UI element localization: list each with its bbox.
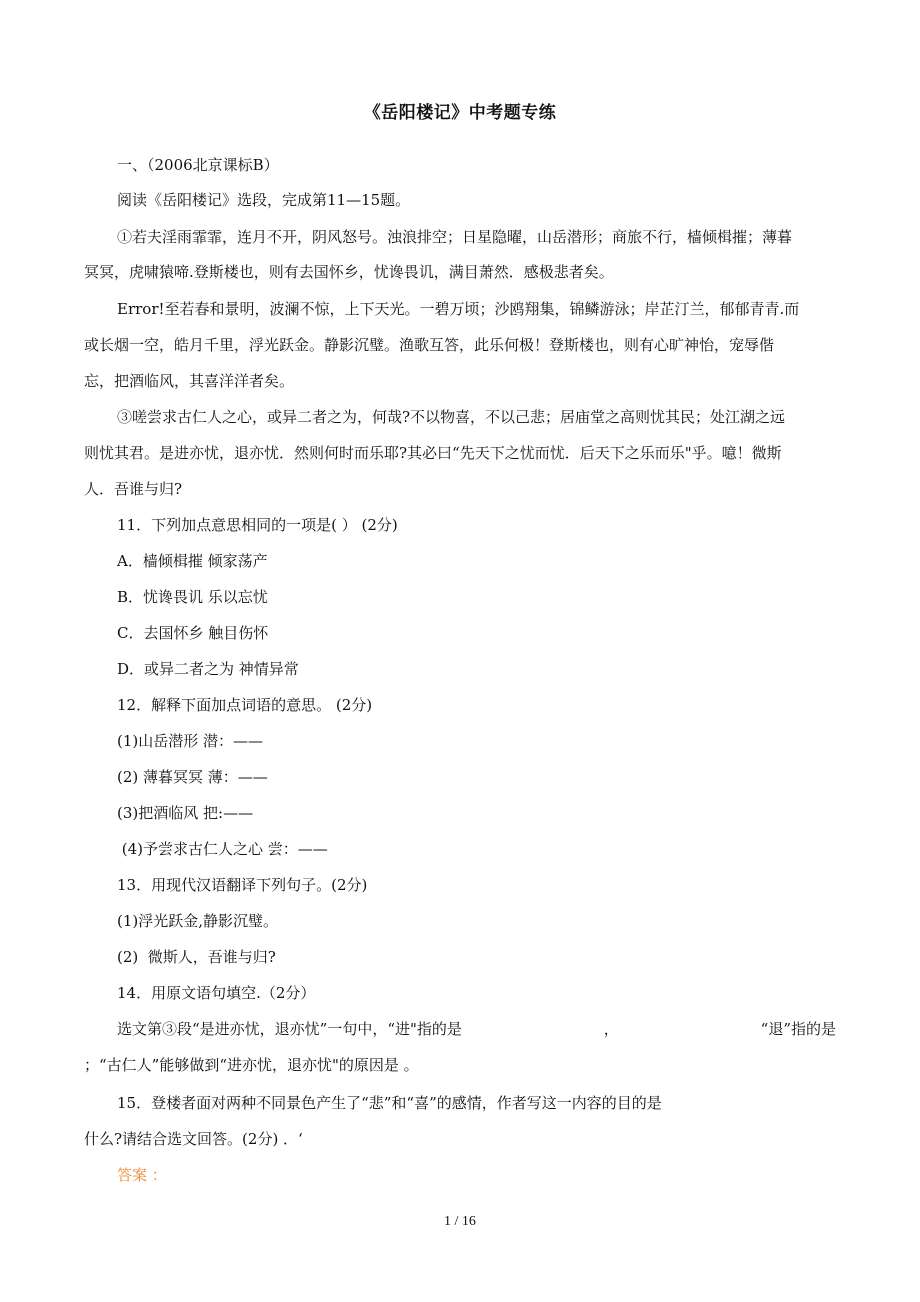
q14-text-part-c: “退”指的是 [760,1020,836,1038]
q13-item-1: (1)浮光跃金,静影沉璧。 [117,912,279,930]
question-15-continued: 什么?请结合选文回答。(2分) ．‘ [84,1130,303,1148]
q13-item-2: (2) 微斯人，吾谁与归? [117,948,276,966]
passage-paragraph-2-line: 或长烟一空，皓月千里，浮光跃金。静影沉璧。渔歌互答，此乐何极！登斯楼也，则有心旷神怡，宠辱偕 [84,336,775,354]
q11-option-a: A．樯倾楫摧 倾家荡产 [117,552,268,570]
q12-item-1: (1)山岳潜形 潜：—— [117,732,264,750]
question-12: 12．解释下面加点词语的意思。 (2分) [117,696,373,714]
page-number: 1 / 16 [444,1214,476,1229]
passage-paragraph-1-line: ①若夫淫雨霏霏，连月不开，阴风怒号。浊浪排空；日星隐曜，山岳潜形；商旅不行，樯倾楫摧；薄暮 [117,228,793,246]
question-13: 13．用现代汉语翻译下列句子。(2分) [117,876,368,894]
question-15: 15．登楼者面对两种不同景色产生了“悲”和“喜”的感情，作者写这一内容的目的是 [117,1094,662,1112]
page-title: 《岳阳楼记》中考题专练 [363,103,557,123]
q12-item-4: (4)予尝求古仁人之心 尝：—— [117,840,328,858]
q14-blank-line-1 [117,1019,836,1039]
reading-instruction: 阅读《岳阳楼记》选段，完成第11—15题。 [117,191,411,209]
q14-text-part-a: 选文第③段“是进亦忧，退亦忧”一句中，“进"指的是 [117,1020,462,1038]
q14-text-part-b: ， [603,1020,619,1038]
q11-option-d: D．或异二者之为 神情异常 [117,660,299,678]
question-14: 14．用原文语句填空.（2分） [117,984,316,1002]
q14-blank-line-2: ；“古仁人”能够做到“进亦忧，退亦忧"的原因是 。 [84,1056,419,1074]
q11-option-b: B．忧谗畏讥 乐以忘忧 [117,588,268,606]
passage-paragraph-3-line: 人．吾谁与归? [84,480,183,498]
passage-paragraph-2-line: 忘，把酒临风，其喜洋洋者矣。 [84,372,295,390]
answer-label: 答案 ： [117,1166,167,1184]
passage-paragraph-1-line: 冥冥，虎啸猿啼.登斯楼也，则有去国怀乡，忧谗畏讥，满目萧然．感极悲者矣。 [84,263,614,281]
section-heading: 一、（2006北京课标B） [117,156,279,174]
q11-option-c: C．去国怀乡 触目伤怀 [117,624,269,642]
passage-paragraph-3-line: 则忧其君。是进亦忧，退亦忧．然则何时而乐耶?其必曰“先天下之忧而忧．后天下之乐而乐"乎。噫！微斯 [84,444,782,462]
passage-paragraph-3-line: ③嗟尝求古仁人之心，或异二者之为，何哉?不以物喜，不以己悲；居庙堂之高则忧其民；处江湖之远 [117,408,786,426]
passage-paragraph-2-line: Error!至若春和景明，波澜不惊，上下天光。一碧万顷；沙鸥翔集，锦鳞游泳；岸芷汀兰，郁郁青青.而 [117,300,800,318]
q12-item-3: (3)把酒临风 把:—— [117,804,254,822]
question-11: 11．下列加点意思相同的一项是( ） (2分) [117,516,398,534]
q12-item-2: (2) 薄暮冥冥 薄：—— [117,768,268,786]
